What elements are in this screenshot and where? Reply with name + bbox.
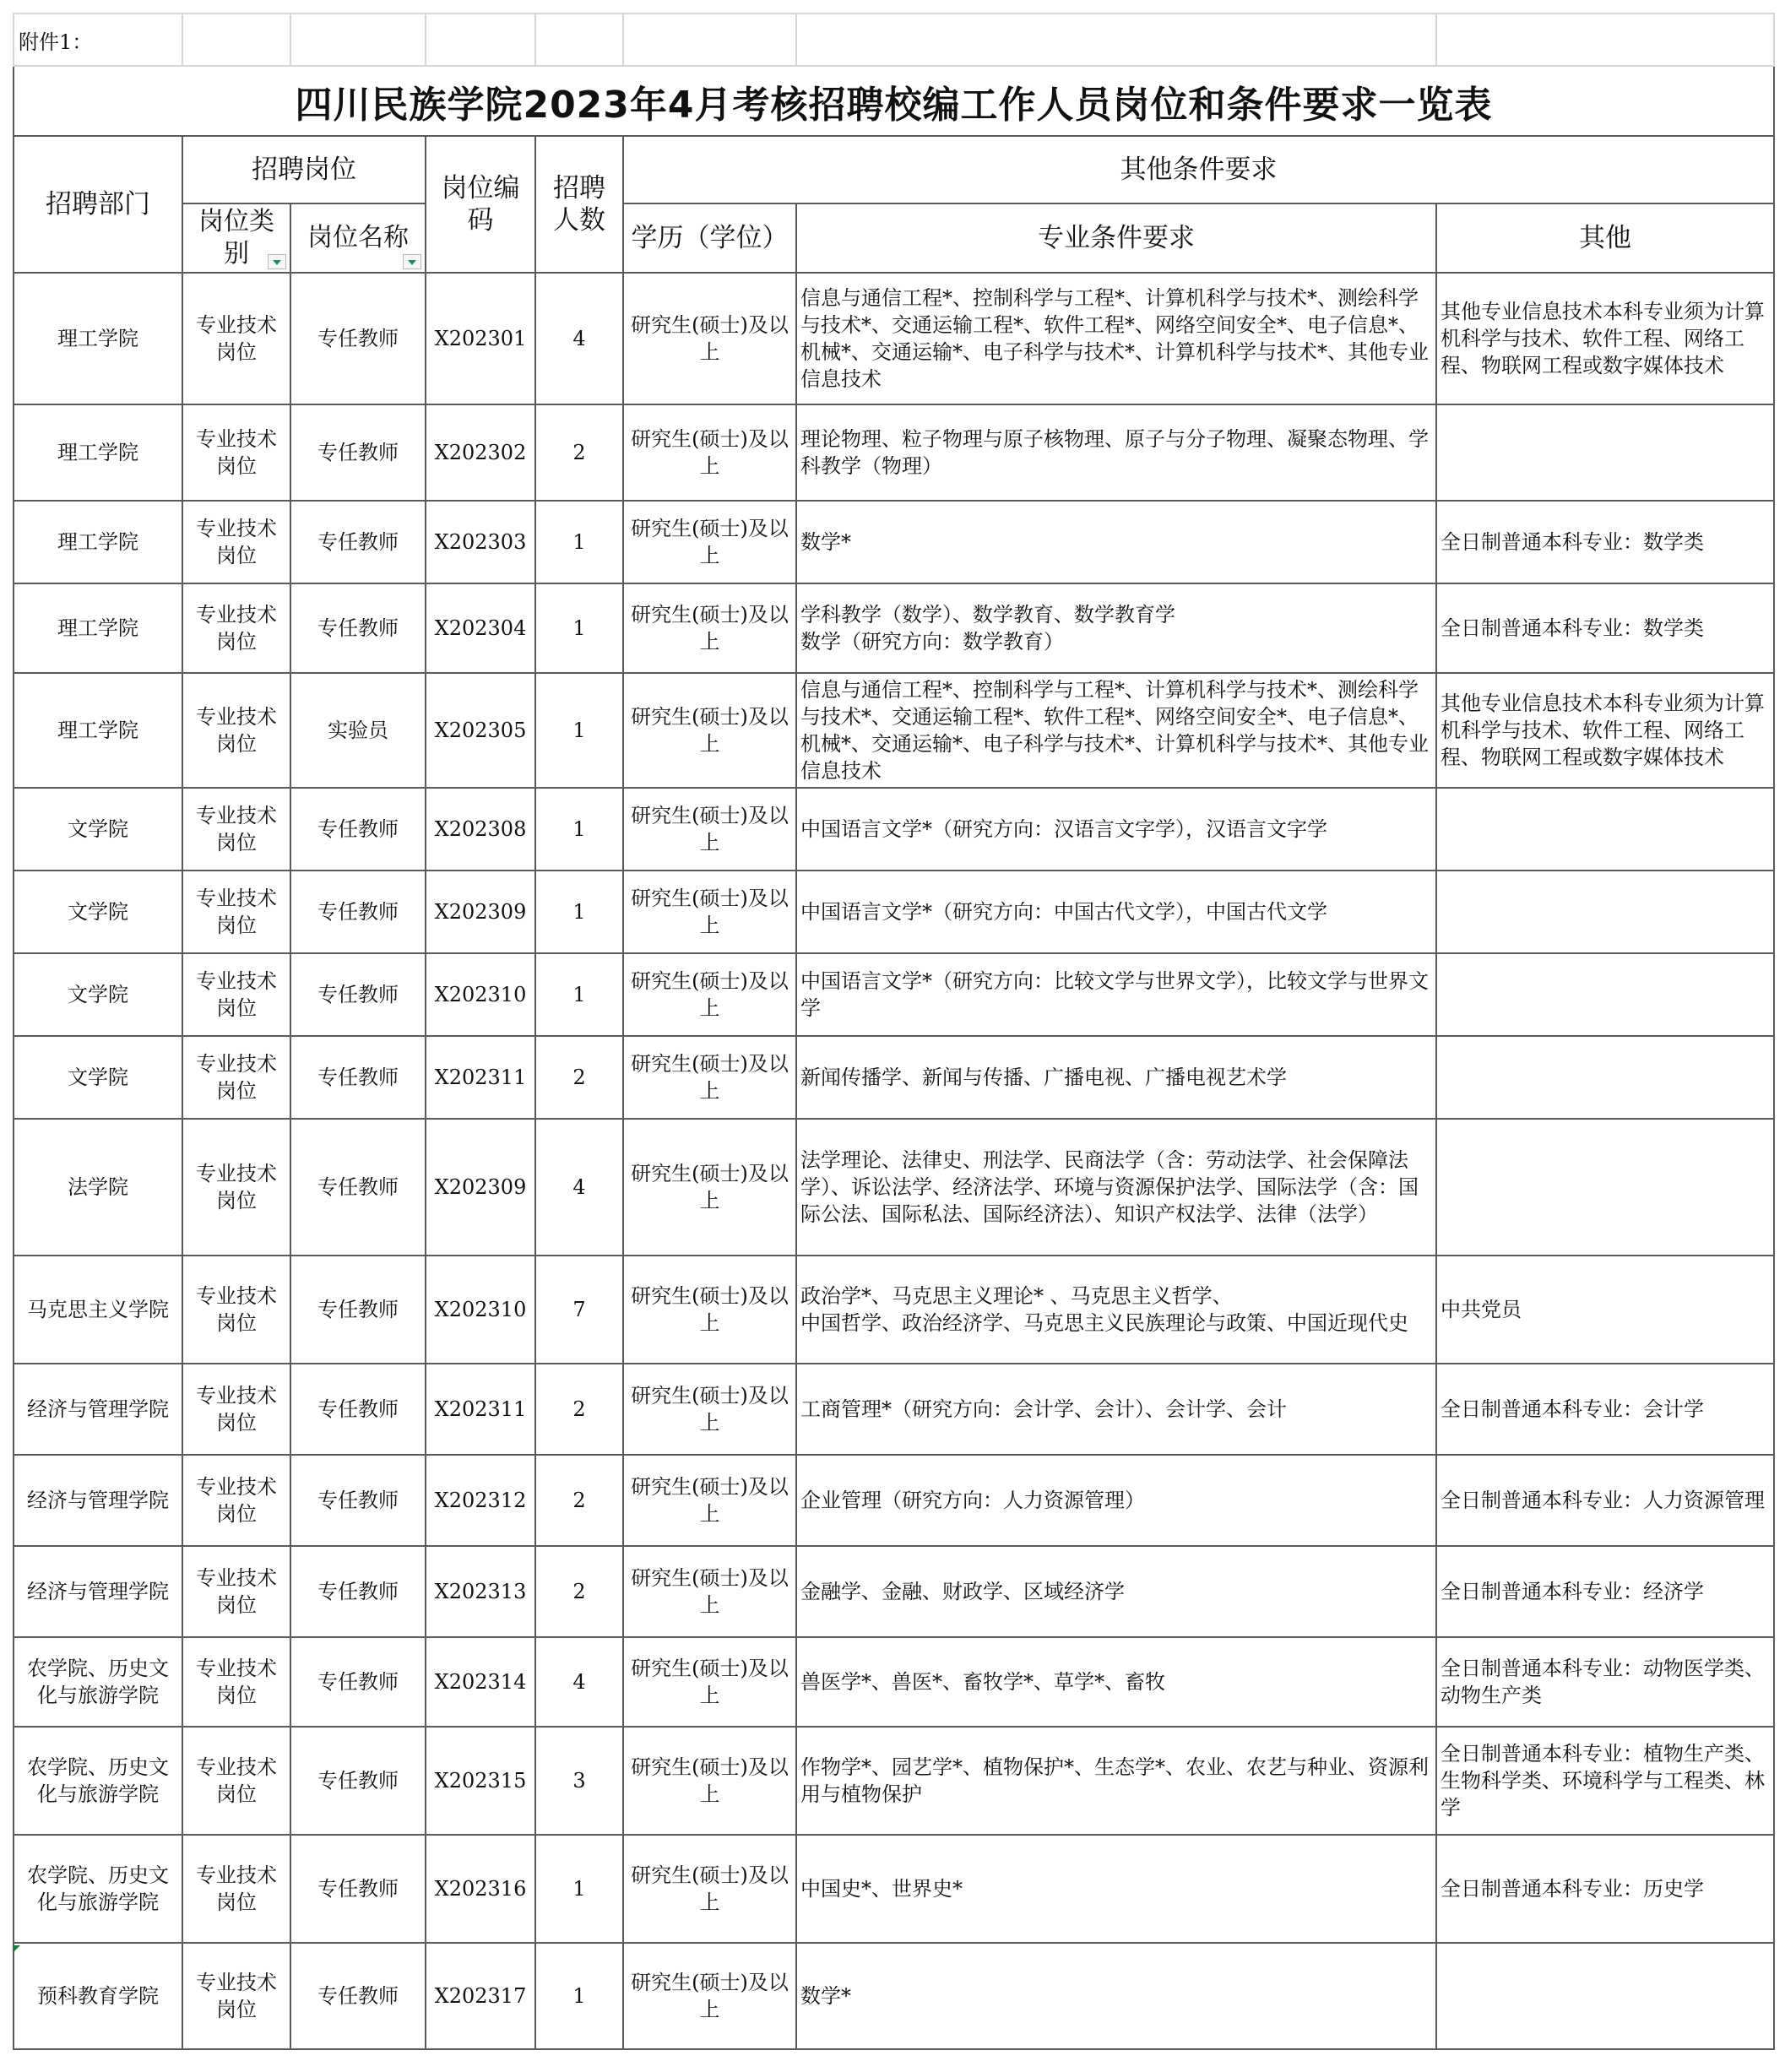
table-row [14, 1637, 1774, 1727]
position-code-cell: X202311 [426, 1364, 535, 1455]
page-title: 四川民族学院2023年4月考核招聘校编工作人员岗位和条件要求一览表 [14, 66, 1774, 136]
header-major: 专业条件要求 [796, 203, 1436, 273]
header-row-2 [14, 203, 1774, 273]
other-requirement-cell [1436, 404, 1774, 501]
position-name-cell: 专任教师 [290, 788, 426, 871]
other-requirement-cell: 全日制普通本科专业：人力资源管理 [1436, 1455, 1774, 1546]
position-name-cell: 专任教师 [290, 1727, 426, 1835]
position-name-cell: 专任教师 [290, 953, 426, 1036]
position-type-cell: 专业技术岗位 [182, 871, 290, 953]
position-code-cell: X202311 [426, 1036, 535, 1119]
title-row [14, 66, 1774, 136]
recruit-count-cell: 2 [535, 404, 623, 501]
recruit-count-cell: 4 [535, 273, 623, 404]
major-requirement-cell: 政治学*、马克思主义理论* 、马克思主义哲学、 中国哲学、政治经济学、马克思主义民族理论与政策、中国近现代史 [796, 1256, 1436, 1364]
table-row [14, 1119, 1774, 1256]
position-name-cell: 专任教师 [290, 1119, 426, 1256]
table-row [14, 1943, 1774, 2049]
major-requirement-cell: 信息与通信工程*、控制科学与工程*、计算机科学与技术*、测绘科学与技术*、交通运输工程*、软件工程*、网络空间安全*、电子信息*、机械*、交通运输*、电子科学与技术*、计算机科学与技术*、其他专业信息技术 [796, 673, 1436, 788]
recruit-count-cell: 7 [535, 1256, 623, 1364]
position-name-cell: 专任教师 [290, 871, 426, 953]
table-row [14, 1546, 1774, 1637]
position-code-cell: X202310 [426, 953, 535, 1036]
table-row [14, 871, 1774, 953]
recruit-count-cell: 1 [535, 871, 623, 953]
header-position-group: 招聘岗位 [182, 136, 426, 203]
other-requirement-cell: 全日制普通本科专业：植物生产类、生物科学类、环境科学与工程类、林学 [1436, 1727, 1774, 1835]
position-type-cell: 专业技术岗位 [182, 1835, 290, 1943]
position-code-cell: X202312 [426, 1455, 535, 1546]
dept-cell: 农学院、历史文化与旅游学院 [14, 1835, 182, 1943]
dept-cell: 文学院 [14, 871, 182, 953]
filter-dropdown-icon[interactable] [403, 254, 421, 269]
dept-cell: 法学院 [14, 1119, 182, 1256]
attachment-row [14, 14, 1774, 66]
table-row [14, 788, 1774, 871]
education-cell: 研究生(硕士)及以上 [623, 1256, 796, 1364]
other-requirement-cell [1436, 788, 1774, 871]
dept-cell: 理工学院 [14, 273, 182, 404]
dept-cell: 文学院 [14, 1036, 182, 1119]
education-cell: 研究生(硕士)及以上 [623, 673, 796, 788]
dept-cell: 文学院 [14, 953, 182, 1036]
recruitment-table [13, 13, 1775, 2050]
attachment-label: 附件1： [14, 14, 182, 66]
position-name-cell: 专任教师 [290, 1637, 426, 1727]
position-type-cell: 专业技术岗位 [182, 1455, 290, 1546]
table-row [14, 1364, 1774, 1455]
position-name-cell: 专任教师 [290, 273, 426, 404]
recruit-count-cell: 2 [535, 1036, 623, 1119]
position-type-cell: 专业技术岗位 [182, 404, 290, 501]
position-name-cell: 专任教师 [290, 1364, 426, 1455]
dept-cell: 理工学院 [14, 501, 182, 583]
position-type-cell: 专业技术岗位 [182, 1727, 290, 1835]
position-type-cell: 专业技术岗位 [182, 1036, 290, 1119]
recruit-count-cell: 2 [535, 1546, 623, 1637]
major-requirement-cell: 理论物理、粒子物理与原子核物理、原子与分子物理、凝聚态物理、学科教学（物理） [796, 404, 1436, 501]
position-type-cell: 专业技术岗位 [182, 953, 290, 1036]
other-requirement-cell: 全日制普通本科专业：经济学 [1436, 1546, 1774, 1637]
table-row [14, 953, 1774, 1036]
position-type-cell: 专业技术岗位 [182, 1943, 290, 2049]
dept-cell: 农学院、历史文化与旅游学院 [14, 1727, 182, 1835]
other-requirement-cell: 全日制普通本科专业：动物医学类、动物生产类 [1436, 1637, 1774, 1727]
position-type-cell: 专业技术岗位 [182, 1364, 290, 1455]
major-requirement-cell: 数学* [796, 1943, 1436, 2049]
dept-cell: 经济与管理学院 [14, 1364, 182, 1455]
recruit-count-cell: 2 [535, 1364, 623, 1455]
dept-cell: 预科教育学院 [14, 1943, 182, 2049]
position-type-cell: 专业技术岗位 [182, 501, 290, 583]
position-type-cell: 专业技术岗位 [182, 1119, 290, 1256]
position-code-cell: X202304 [426, 583, 535, 673]
major-requirement-cell: 数学* [796, 501, 1436, 583]
education-cell: 研究生(硕士)及以上 [623, 788, 796, 871]
major-requirement-cell: 作物学*、园艺学*、植物保护*、生态学*、农业、农艺与种业、资源利用与植物保护 [796, 1727, 1436, 1835]
education-cell: 研究生(硕士)及以上 [623, 501, 796, 583]
position-type-cell: 专业技术岗位 [182, 273, 290, 404]
dept-cell: 理工学院 [14, 673, 182, 788]
other-requirement-cell [1436, 871, 1774, 953]
position-type-cell: 专业技术岗位 [182, 788, 290, 871]
recruit-count-cell: 1 [535, 788, 623, 871]
recruit-count-cell: 1 [535, 1943, 623, 2049]
education-cell: 研究生(硕士)及以上 [623, 273, 796, 404]
position-code-cell: X202302 [426, 404, 535, 501]
position-code-cell: X202305 [426, 673, 535, 788]
education-cell: 研究生(硕士)及以上 [623, 953, 796, 1036]
position-name-cell: 专任教师 [290, 1455, 426, 1546]
header-position-name[interactable]: 岗位名称 [290, 203, 426, 273]
position-type-cell: 专业技术岗位 [182, 583, 290, 673]
major-requirement-cell: 法学理论、法律史、刑法学、民商法学（含：劳动法学、社会保障法学）、诉讼法学、经济法学、环境与资源保护法学、国际法学（含：国际公法、国际私法、国际经济法）、知识产权法学、法律（法学） [796, 1119, 1436, 1256]
other-requirement-cell [1436, 1943, 1774, 2049]
table-row [14, 673, 1774, 788]
education-cell: 研究生(硕士)及以上 [623, 1036, 796, 1119]
recruit-count-cell: 1 [535, 1835, 623, 1943]
position-code-cell: X202310 [426, 1256, 535, 1364]
major-requirement-cell: 学科教学（数学）、数学教育、数学教育学 数学（研究方向：数学教育） [796, 583, 1436, 673]
cell-comment-marker-icon [13, 1945, 20, 1953]
position-name-cell: 专任教师 [290, 1256, 426, 1364]
major-requirement-cell: 兽医学*、兽医*、畜牧学*、草学*、畜牧 [796, 1637, 1436, 1727]
major-requirement-cell: 信息与通信工程*、控制科学与工程*、计算机科学与技术*、测绘科学与技术*、交通运输工程*、软件工程*、网络空间安全*、电子信息*、机械*、交通运输*、电子科学与技术*、计算机科学与技术*、其他专业信息技术 [796, 273, 1436, 404]
position-code-cell: X202316 [426, 1835, 535, 1943]
education-cell: 研究生(硕士)及以上 [623, 404, 796, 501]
position-name-cell: 专任教师 [290, 404, 426, 501]
education-cell: 研究生(硕士)及以上 [623, 1119, 796, 1256]
position-type-cell: 专业技术岗位 [182, 1637, 290, 1727]
table-row [14, 501, 1774, 583]
header-position-type[interactable]: 岗位类别 [182, 203, 290, 273]
major-requirement-cell: 企业管理（研究方向：人力资源管理） [796, 1455, 1436, 1546]
header-row-1 [14, 136, 1774, 203]
position-name-cell: 实验员 [290, 673, 426, 788]
dept-cell: 马克思主义学院 [14, 1256, 182, 1364]
dept-cell: 农学院、历史文化与旅游学院 [14, 1637, 182, 1727]
table-row [14, 1727, 1774, 1835]
education-cell: 研究生(硕士)及以上 [623, 1943, 796, 2049]
position-name-cell: 专任教师 [290, 1943, 426, 2049]
dept-cell: 文学院 [14, 788, 182, 871]
position-name-cell: 专任教师 [290, 1036, 426, 1119]
position-name-cell: 专任教师 [290, 1546, 426, 1637]
major-requirement-cell: 中国语言文学*（研究方向：中国古代文学），中国古代文学 [796, 871, 1436, 953]
header-dept: 招聘部门 [14, 136, 182, 273]
recruit-count-cell: 1 [535, 953, 623, 1036]
recruit-count-cell: 1 [535, 673, 623, 788]
major-requirement-cell: 中国语言文学*（研究方向：比较文学与世界文学），比较文学与世界文学 [796, 953, 1436, 1036]
header-count: 招聘人数 [535, 136, 623, 273]
position-type-cell: 专业技术岗位 [182, 1256, 290, 1364]
other-requirement-cell [1436, 1119, 1774, 1256]
table-row [14, 1835, 1774, 1943]
recruit-count-cell: 2 [535, 1455, 623, 1546]
position-code-cell: X202315 [426, 1727, 535, 1835]
header-other: 其他 [1436, 203, 1774, 273]
major-requirement-cell: 工商管理*（研究方向：会计学、会计）、会计学、会计 [796, 1364, 1436, 1455]
dept-cell: 理工学院 [14, 404, 182, 501]
education-cell: 研究生(硕士)及以上 [623, 1455, 796, 1546]
position-name-cell: 专任教师 [290, 583, 426, 673]
header-other-conditions: 其他条件要求 [623, 136, 1774, 203]
table-row [14, 1256, 1774, 1364]
recruit-count-cell: 3 [535, 1727, 623, 1835]
position-code-cell: X202309 [426, 1119, 535, 1256]
position-name-cell: 专任教师 [290, 501, 426, 583]
dept-cell: 经济与管理学院 [14, 1546, 182, 1637]
position-code-cell: X202317 [426, 1943, 535, 2049]
position-type-cell: 专业技术岗位 [182, 1546, 290, 1637]
table-row [14, 404, 1774, 501]
position-name-cell: 专任教师 [290, 1835, 426, 1943]
other-requirement-cell: 其他专业信息技术本科专业须为计算机科学与技术、软件工程、网络工程、物联网工程或数字媒体技术 [1436, 673, 1774, 788]
education-cell: 研究生(硕士)及以上 [623, 1364, 796, 1455]
position-code-cell: X202301 [426, 273, 535, 404]
recruit-count-cell: 4 [535, 1637, 623, 1727]
table-body [14, 273, 1774, 2049]
other-requirement-cell [1436, 953, 1774, 1036]
position-code-cell: X202303 [426, 501, 535, 583]
education-cell: 研究生(硕士)及以上 [623, 1546, 796, 1637]
major-requirement-cell: 中国史*、世界史* [796, 1835, 1436, 1943]
other-requirement-cell: 其他专业信息技术本科专业须为计算机科学与技术、软件工程、网络工程、物联网工程或数字媒体技术 [1436, 273, 1774, 404]
position-code-cell: X202309 [426, 871, 535, 953]
position-code-cell: X202308 [426, 788, 535, 871]
major-requirement-cell: 中国语言文学*（研究方向：汉语言文字学），汉语言文字学 [796, 788, 1436, 871]
position-type-cell: 专业技术岗位 [182, 673, 290, 788]
major-requirement-cell: 新闻传播学、新闻与传播、广播电视、广播电视艺术学 [796, 1036, 1436, 1119]
education-cell: 研究生(硕士)及以上 [623, 1835, 796, 1943]
position-code-cell: X202314 [426, 1637, 535, 1727]
major-requirement-cell: 金融学、金融、财政学、区域经济学 [796, 1546, 1436, 1637]
dept-cell: 经济与管理学院 [14, 1455, 182, 1546]
education-cell: 研究生(硕士)及以上 [623, 871, 796, 953]
header-education: 学历（学位） [623, 203, 796, 273]
education-cell: 研究生(硕士)及以上 [623, 1727, 796, 1835]
other-requirement-cell: 全日制普通本科专业：会计学 [1436, 1364, 1774, 1455]
header-code: 岗位编码 [426, 136, 535, 273]
table-row [14, 273, 1774, 404]
education-cell: 研究生(硕士)及以上 [623, 1637, 796, 1727]
other-requirement-cell: 全日制普通本科专业：数学类 [1436, 501, 1774, 583]
dept-cell: 理工学院 [14, 583, 182, 673]
recruit-count-cell: 1 [535, 583, 623, 673]
other-requirement-cell [1436, 1036, 1774, 1119]
table-row [14, 1036, 1774, 1119]
table-row [14, 1455, 1774, 1546]
education-cell: 研究生(硕士)及以上 [623, 583, 796, 673]
other-requirement-cell: 全日制普通本科专业：历史学 [1436, 1835, 1774, 1943]
table-row [14, 583, 1774, 673]
recruit-count-cell: 1 [535, 501, 623, 583]
filter-dropdown-icon[interactable] [268, 254, 286, 269]
other-requirement-cell: 全日制普通本科专业：数学类 [1436, 583, 1774, 673]
position-code-cell: X202313 [426, 1546, 535, 1637]
recruit-count-cell: 4 [535, 1119, 623, 1256]
other-requirement-cell: 中共党员 [1436, 1256, 1774, 1364]
